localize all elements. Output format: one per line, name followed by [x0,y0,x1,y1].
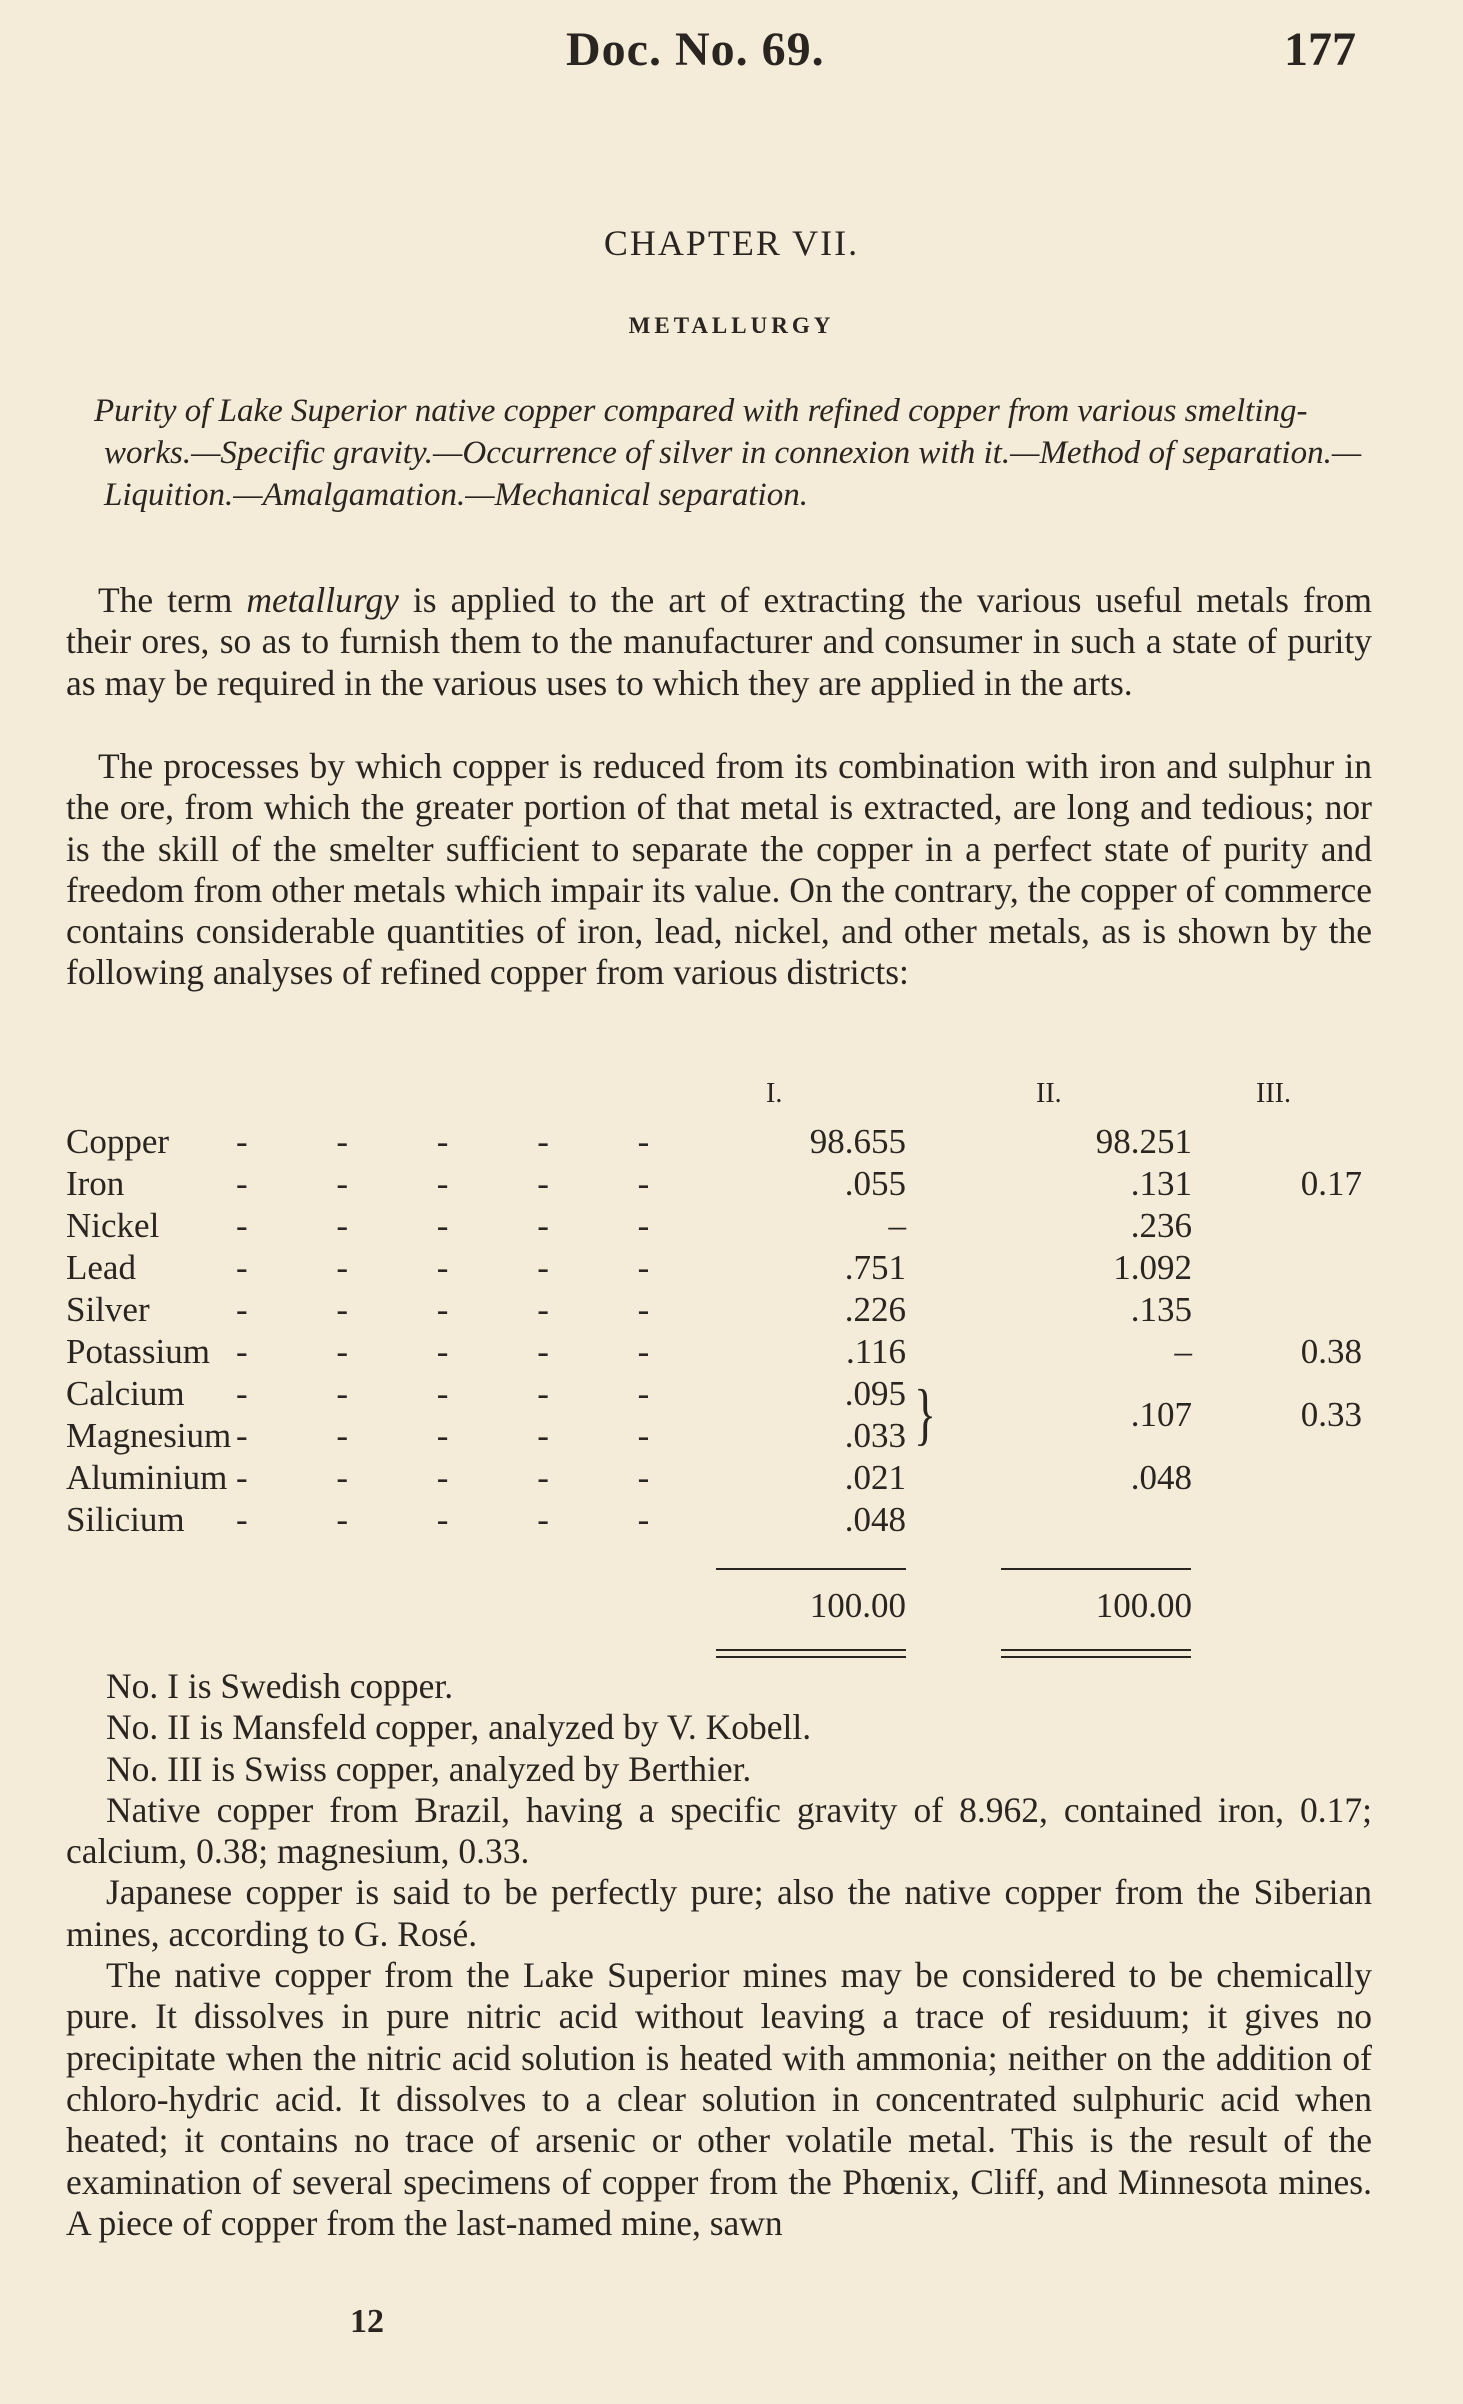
paragraph-2-text: The processes by which copper is reduced from its combination with iron and sulphur in the ore, from which the greater portion of that metal is extracted, are long and tedious; nor is the skill of the smelter sufficient to separate the copper in a perfect state of purity and freedom from other metals which impair its value. On the contrary, the copper of commerce contains considerable quantities of iron, lead, nickel, and other metals, as is shown by the following analyses of refined copper from various districts: [66,746,1372,993]
double-rule-col2-top [1001,1649,1191,1651]
cell-col1: .048 [844,1500,906,1539]
cell-col1: .095 [844,1374,906,1413]
table-row [66,1206,1406,1248]
leader-dots: - - - - - [236,1458,690,1497]
cell-col1: .055 [844,1164,906,1203]
cell-col1: .226 [844,1290,906,1329]
note-paragraph: Japanese copper is said to be perfectly pure; also the native copper from the Siberian mines, according to G. Rosé. [66,1872,1372,1954]
leader-dots: - - - - - [236,1374,690,1413]
paragraph-1 [66,580,1372,704]
sum-rule-col1 [716,1568,906,1570]
row-label: Nickel [66,1206,160,1245]
paragraph-1-text-a: The term [98,580,247,620]
row-label: Magnesium [66,1416,232,1455]
merged-cell-col3: 0.33 [1300,1395,1362,1434]
cell-col2: – [1174,1332,1192,1371]
leader-dots: - - - - - [236,1416,690,1455]
paragraph-1-term: metallurgy [246,580,399,620]
notes-section [66,1666,1372,2244]
cell-col3: 0.17 [1300,1164,1362,1203]
totals-row [66,1586,1406,1628]
column-header-1: I. [766,1078,783,1109]
cell-col2: 98.251 [1095,1122,1192,1161]
double-rule-col2-bottom [1001,1656,1191,1658]
brace-glyph: } [914,1375,937,1452]
cell-col1: .033 [844,1416,906,1455]
sum-rule-col2 [1001,1568,1191,1570]
merged-cell-col2: .107 [1130,1395,1192,1434]
leader-dots: - - - - - [236,1332,690,1371]
leader-dots: - - - - - [236,1500,690,1539]
cell-col1: 98.655 [809,1122,906,1161]
column-header-2: II. [1036,1078,1062,1109]
leader-dots: - - - - - [236,1164,690,1203]
chapter-summary: Purity of Lake Superior native copper compared with refined copper from various smelting-works.—Specific gravity.—Occurrence of silver in connexion with it.—Method of separation.—Liquition.—Amalgamation.—Mechanical separation. [94,393,1362,513]
table-row [66,1416,1406,1458]
cell-col2: 1.092 [1113,1248,1192,1287]
note-paragraph: No. II is Mansfeld copper, analyzed by V. Kobell. [106,1707,812,1748]
cell-col2: .131 [1130,1164,1192,1203]
cell-col2: .135 [1130,1290,1192,1329]
cell-col2: .236 [1130,1206,1192,1245]
row-label: Potassium [66,1332,210,1371]
row-label: Copper [66,1122,170,1161]
note-paragraph: Native copper from Brazil, having a specific gravity of 8.962, contained iron, 0.17; calcium, 0.38; magnesium, 0.33. [66,1789,1372,1872]
table-row [66,1500,1406,1542]
table-row [66,1248,1406,1290]
cell-col1: .021 [844,1458,906,1497]
table-row [66,1458,1406,1500]
row-label: Calcium [66,1374,185,1413]
note-paragraph: The native copper from the Lake Superior mines may be considered to be chemically pure. It dissolves in pure nitric acid without leaving a trace of residuum; it gives no precipitate when the nitric acid solution is heated with ammonia; neither on the addition of chloro-hydric acid. It dissolves to a clear solution in concentrated sulphuric acid when heated; it contains no trace of arsenic or other volatile metal. This is the result of the examination of several specimens of copper from the Phœnix, Cliff, and Minnesota mines. A piece of copper from the last-named mine, sawn [66,1955,1372,2243]
row-label: Silver [66,1290,150,1329]
analysis-table [66,1078,1406,1638]
double-rule-col1-top [716,1649,906,1651]
signature-mark: 12 [350,2303,384,2340]
table-row [66,1164,1406,1206]
cell-col1: .751 [844,1248,906,1287]
note-paragraph: No. I is Swedish copper. [106,1666,454,1706]
cell-col3: 0.38 [1300,1332,1362,1371]
leader-dots: - - - - - [236,1206,690,1245]
chapter-heading: CHAPTER VII. [603,223,860,263]
paragraph-1-text-b: is applied to the art of extracting the various useful metals from their ores, so as to furnish them to the manufacturer and consumer in such a state of purity as may be required in the various uses to which they are applied in the arts. [66,580,1372,703]
running-header [0,22,1463,82]
paragraph-2 [66,746,1372,994]
total-col2: 100.00 [1095,1586,1192,1625]
table-row [66,1290,1406,1332]
total-col1: 100.00 [809,1586,906,1625]
table-row [66,1332,1406,1374]
row-label: Silicium [66,1500,185,1539]
cell-col2: .048 [1130,1458,1192,1497]
table-row [66,1374,1406,1416]
table-row [66,1122,1406,1164]
row-label: Lead [66,1248,136,1287]
page-number: 177 [1284,23,1356,76]
leader-dots: - - - - - [236,1290,690,1329]
document-number: Doc. No. 69. [566,23,825,76]
double-rule-col1-bottom [716,1656,906,1658]
cell-col1: .116 [846,1332,906,1371]
chapter-subject: METALLURGY [628,313,835,338]
row-label: Iron [66,1164,125,1203]
row-label: Aluminium [66,1458,228,1497]
column-header-3: III. [1256,1078,1291,1109]
note-paragraph: No. III is Swiss copper, analyzed by Berthier. [106,1748,752,1789]
leader-dots: - - - - - [236,1122,690,1161]
leader-dots: - - - - - [236,1248,690,1287]
cell-col1: – [888,1206,906,1245]
